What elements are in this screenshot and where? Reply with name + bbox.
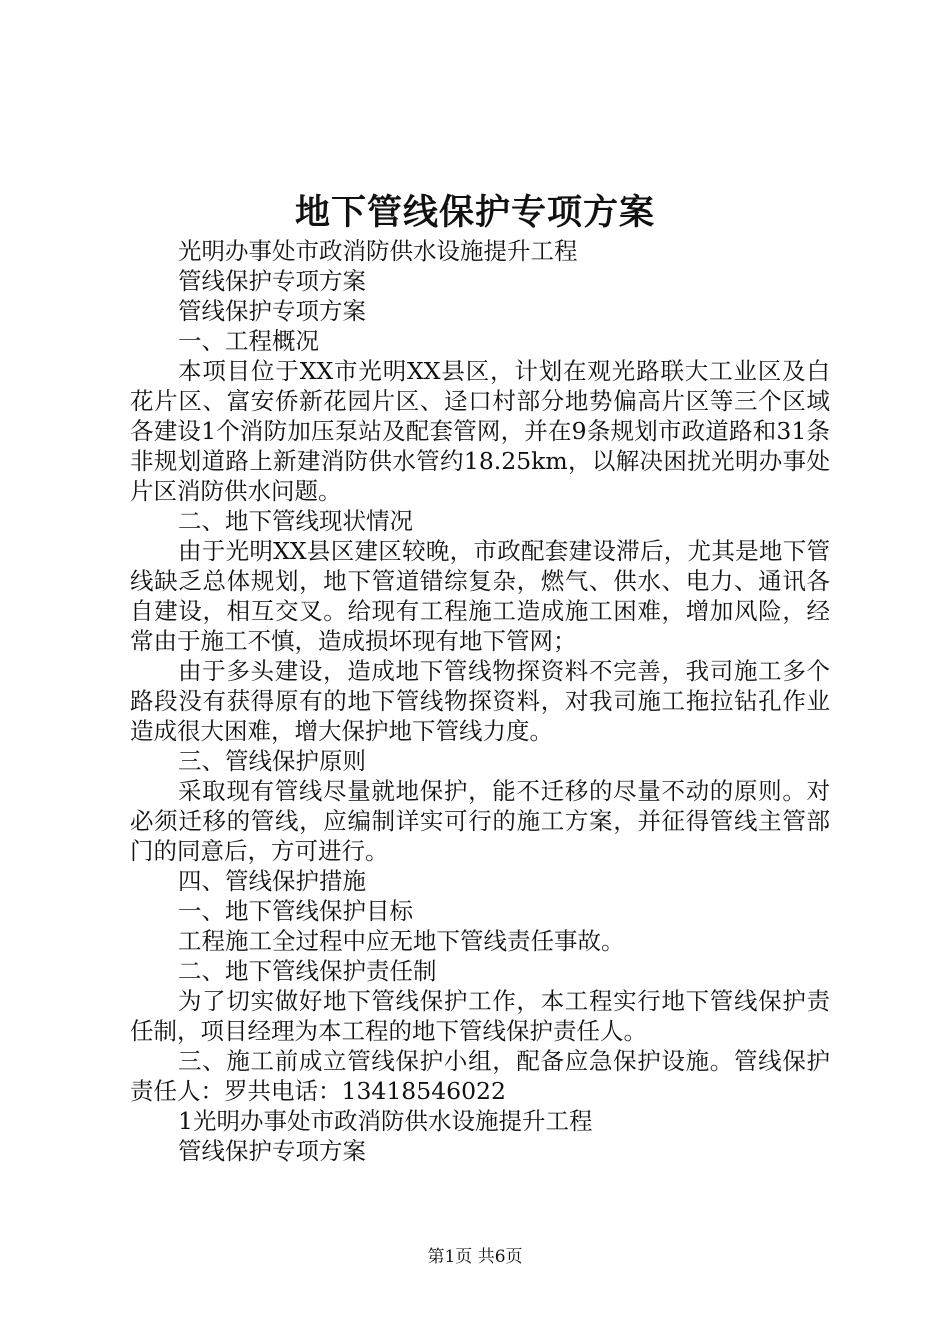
heading-responsibility-system: 二、地下管线保护责任制 [178, 957, 437, 985]
paragraph-pipeline-status-2: 由于多头建设，造成地下管线物探资料不完善，我司施工多个路段没有获得原有的地下管线物探资料，对我司施工拖拉钻孔作业造成很大困难，增大保护地下管线力度。 [130, 657, 830, 745]
paragraph-protection-team: 三、施工前成立管线保护小组，配备应急保护设施。管线保护责任人：罗共电话：13418546022 [130, 1047, 830, 1105]
paragraph-responsibility-system: 为了切实做好地下管线保护工作，本工程实行地下管线保护责任制，项目经理为本工程的地下管线保护责任人。 [130, 987, 830, 1045]
heading-protection-measures: 四、管线保护措施 [178, 867, 366, 895]
paragraph-protection-principle: 采取现有管线尽量就地保护，能不迁移的尽量不动的原则。对必须迁移的管线，应编制详实可行的施工方案，并征得管线主管部门的同意后，方可进行。 [130, 777, 830, 865]
paragraph-project-name: 光明办事处市政消防供水设施提升工程 [178, 237, 578, 265]
page-footer: 第1页 共6页 [427, 1247, 523, 1267]
paragraph-subtitle-end: 管线保护专项方案 [178, 1137, 366, 1165]
paragraph-project-name-numbered: 1光明办事处市政消防供水设施提升工程 [178, 1107, 593, 1135]
heading-protection-principle: 三、管线保护原则 [178, 747, 366, 775]
paragraph-subtitle: 管线保护专项方案 [178, 267, 366, 295]
heading-project-overview: 一、工程概况 [178, 327, 319, 355]
heading-pipeline-status: 二、地下管线现状情况 [178, 507, 413, 535]
document-title: 地下管线保护专项方案 [294, 192, 655, 233]
heading-protection-target: 一、地下管线保护目标 [178, 897, 413, 925]
document-body [130, 236, 830, 1166]
paragraph-pipeline-status-1: 由于光明XX县区建区较晚，市政配套建设滞后，尤其是地下管线缺乏总体规划，地下管道错综复杂，燃气、供水、电力、通讯各自建设，相互交叉。给现有工程施工造成施工困难，增加风险，经常由于施工不慎，造成损坏现有地下管网； [130, 537, 830, 655]
paragraph-subtitle-repeat: 管线保护专项方案 [178, 297, 366, 325]
paragraph-project-overview: 本项目位于XX市光明XX县区，计划在观光路联大工业区及白花片区、富安侨新花园片区、迳口村部分地势偏高片区等三个区域各建设1个消防加压泵站及配套管网，并在9条规划市政道路和31条非规划道路上新建消防供水管约18.25km，以解决困扰光明办事处片区消防供水问题。 [130, 357, 830, 505]
paragraph-protection-target: 工程施工全过程中应无地下管线责任事故。 [178, 927, 625, 955]
